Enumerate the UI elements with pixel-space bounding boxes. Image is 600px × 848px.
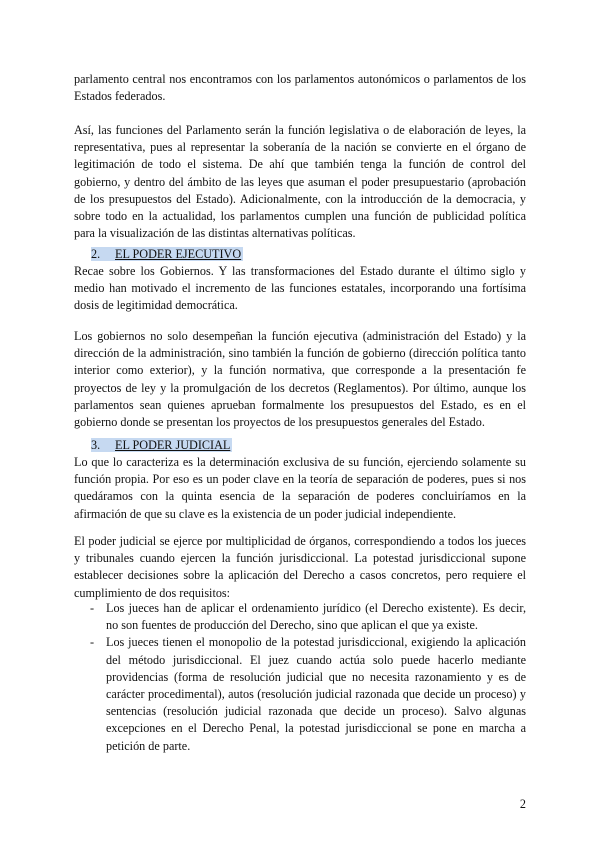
- list-item-text: Los jueces tienen el monopolio de la potestad jurisdiccional, exigiendo la aplicación del método jurisdiccional. El juez cuando actúa solo puede hacerlo mediante providencias (forma de resolución judicial que no necesita razonamiento y es de carácter procedimental), autos (resolución judicial razonada que decide un proceso) y sentencias (resolución judicial razonada que decide un proceso). Salvo algunas excepciones en el Derecho Penal, la potestad jurisdiccional se pone en marcha a petición de parte.: [106, 635, 526, 753]
- heading-highlight: [91, 438, 232, 452]
- list-bullet: -: [90, 601, 95, 615]
- paragraph-ejecutivo-intro: Recae sobre los Gobiernos. Y las transformaciones del Estado durante el último siglo y medio han motivado el incremento de las funciones estatales, incorporando una fortísima dosis de legitimidad democrática.: [74, 264, 526, 313]
- heading-number: 3.: [91, 438, 101, 452]
- heading-poder-judicial: [91, 437, 232, 454]
- heading-poder-ejecutivo: [91, 246, 243, 263]
- heading-highlight: [91, 247, 243, 261]
- paragraph-ejecutivo-functions: Los gobiernos no solo desempeñan la función ejecutiva (administración del Estado) y la dirección de la administración, sino también la función de gobierno (dirección política tanto interior como exterior), y la función normativa, que corresponde a la presentación fe proyectos de ley y la promulgación de los decretos (Reglamentos). Por último, aunque los parlamentos sean quienes aprueban formalmente los presupuestos del Estado, es en el gobierno donde se presentan los proyectos de los presupuestos generales del Estado.: [74, 329, 526, 430]
- list-item: [74, 634, 526, 754]
- paragraph-judicial-intro: Lo que lo caracteriza es la determinación exclusiva de su función, ejerciendo solamente su función propia. Por eso es un poder clave en la teoría de separación de poderes, pues si nos quedáramos con la quinta esencia de la separación de poderes concluiríamos en la afirmación de que su clave es la existencia de un poder judicial independiente.: [74, 455, 526, 521]
- list-item-text: Los jueces han de aplicar el ordenamiento jurídico (el Derecho existente). Es decir, no son fuentes de producción del Derecho, sino que aplican el que ya existe.: [106, 601, 526, 633]
- list-item: [74, 600, 526, 634]
- page-number: 2: [519, 797, 526, 811]
- paragraph-judicial-organs: El poder judicial se ejerce por multiplicidad de órganos, correspondiendo a todos los jueces y tribunales cuando ejercen la función jurisdiccional. La potestad jurisdiccional supone establecer decisiones sobre la aplicación del Derecho a casos concretos, pero requiere el cumplimiento de dos requisitos:: [74, 534, 526, 600]
- paragraph-parliament-intro: parlamento central nos encontramos con los parlamentos autonómicos o parlamentos de los Estados federados.: [74, 72, 526, 104]
- heading-title: EL PODER JUDICIAL: [115, 438, 231, 452]
- paragraph-parliament-functions: Así, las funciones del Parlamento serán la función legislativa o de elaboración de leyes, la representativa, pues al representar la soberanía de la nación se convierte en el órgano de legitimación de todo el sistema. De ahí que también tenga la función de control del gobierno, y dentro del ámbito de las leyes que asuman el poder presupuestario (aprobación de los presupuestos del Estado). Adicionalmente, con la introducción de la democracia, y sobre todo en la actualidad, los parlamentos cumplen una función de publicidad política para la visualización de las distintas alternativas políticas.: [74, 123, 526, 241]
- list-bullet: -: [90, 635, 95, 650]
- heading-title: EL PODER EJECUTIVO: [115, 247, 242, 261]
- heading-number: 2.: [91, 247, 101, 261]
- requirements-list: [74, 600, 526, 755]
